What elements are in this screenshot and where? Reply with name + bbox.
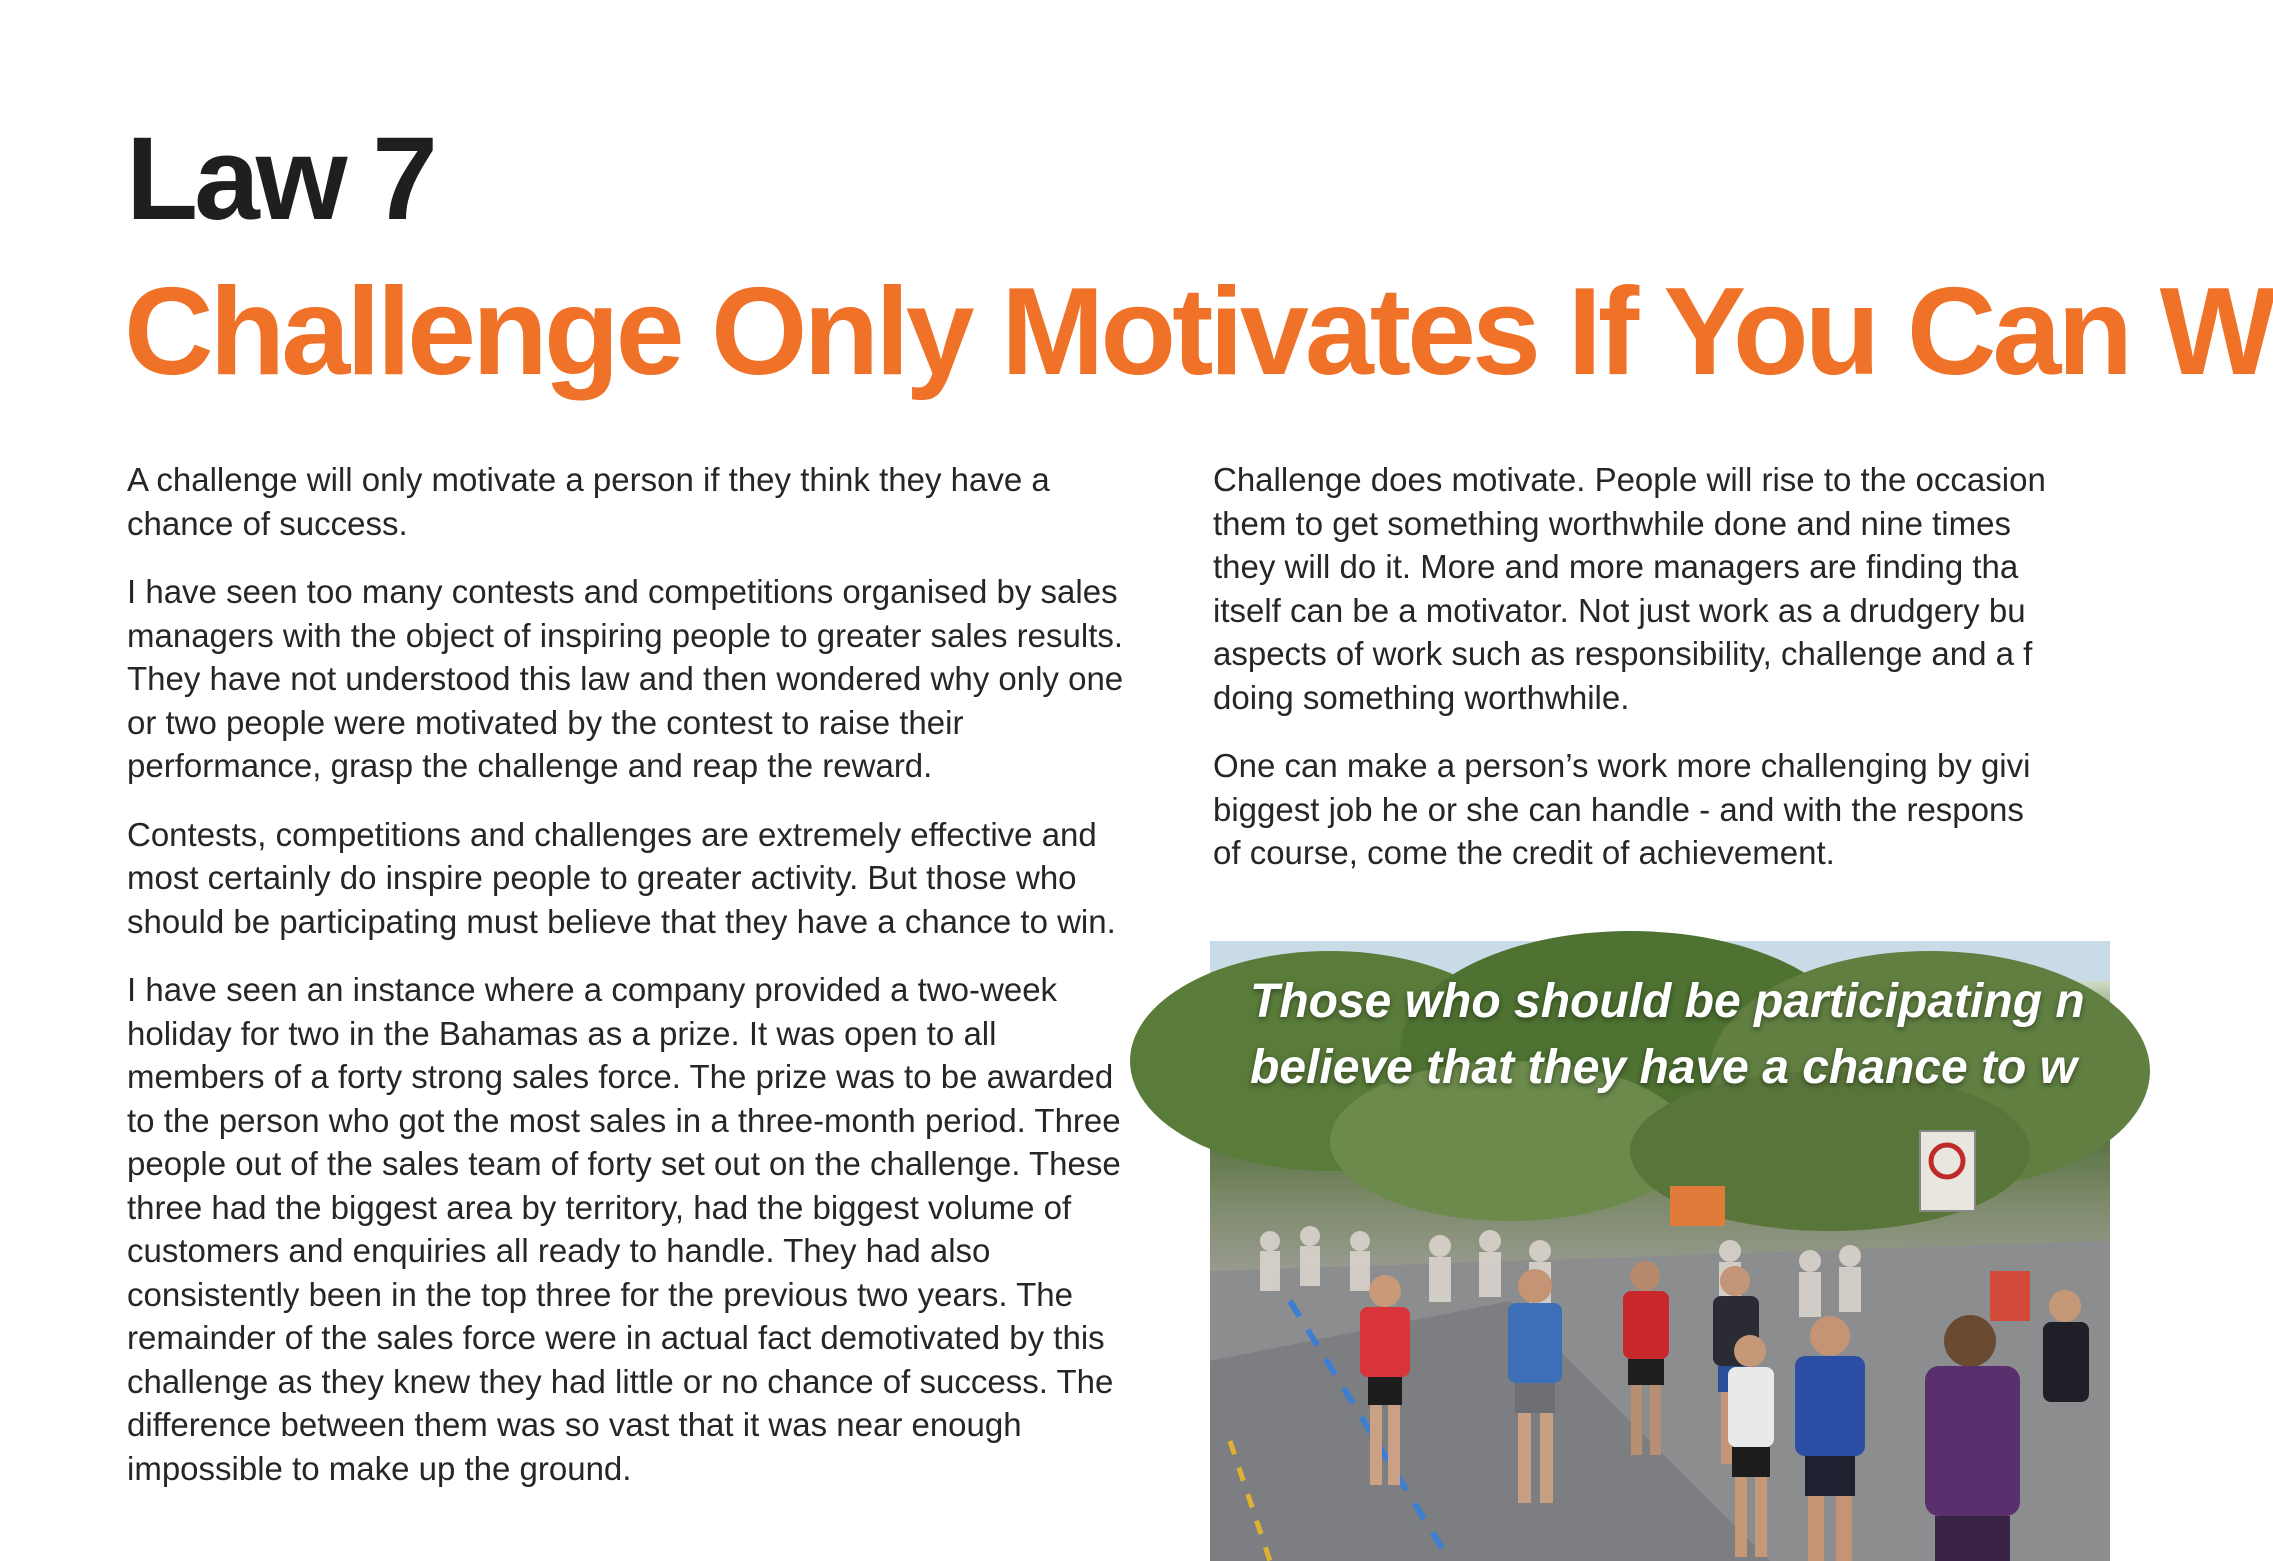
text-line: managers with the object of inspiring people to greater sales results.: [127, 616, 1124, 654]
paragraph: [1213, 458, 2113, 719]
pull-quote: [1250, 969, 2085, 1101]
text-line: customers and enquiries all ready to handle. They had also: [127, 1232, 991, 1269]
text-line: people out of the sales team of forty set out on the challenge. These: [127, 1145, 1121, 1182]
text-line: I have seen an instance where a company provided a two-week: [127, 971, 1058, 1008]
page-title: Challenge Only Motivates If You Can W: [124, 263, 2273, 401]
text-line: Contests, competitions and challenges are extremely effective and: [127, 815, 1097, 853]
quote-line: Those who should be participating n: [1250, 975, 2085, 1028]
text-line: itself can be a motivator. Not just work as a drudgery bu: [1213, 591, 2026, 629]
text-line: A challenge will only motivate a person if they think they have a: [127, 461, 1050, 498]
text-line: remainder of the sales force were in actual fact demotivated by this: [127, 1319, 1105, 1356]
text-line: One can make a person’s work more challenging by givi: [1213, 747, 2031, 784]
text-line: three had the biggest area by territory, had the biggest volume of: [127, 1188, 1072, 1226]
text-line: I have seen too many contests and competitions organised by sales: [127, 573, 1118, 610]
text-line: consistently been in the top three for the previous two years. The: [127, 1275, 1073, 1313]
text-line: difference between them was so vast that it was near enough: [127, 1406, 1022, 1443]
text-line: biggest job he or she can handle - and with the respons: [1213, 790, 2024, 828]
paragraph: [1213, 744, 2113, 875]
marathon-runners-photo: [1210, 941, 2110, 1561]
paragraph: [127, 458, 1187, 545]
text-line: or two people were motivated by the contest to raise their: [127, 703, 964, 741]
text-line: most certainly do inspire people to greater activity. But those who: [127, 859, 1077, 896]
law-number-heading: Law 7: [126, 113, 434, 245]
paragraph: [127, 570, 1187, 788]
right-text-column: [1213, 458, 2113, 900]
text-line: they will do it. More and more managers are finding tha: [1213, 548, 2019, 585]
quote-line: believe that they have a chance to w: [1250, 1041, 2077, 1094]
text-line: should be participating must believe that they have a chance to win.: [127, 902, 1116, 940]
text-line: challenge as they knew they had little or no chance of success. The: [127, 1362, 1114, 1400]
banner: [1670, 1186, 1725, 1226]
text-line: doing something worthwhile.: [1213, 678, 1630, 716]
text-line: of course, come the credit of achievement.: [1213, 834, 1835, 871]
text-line: They have not understood this law and then wondered why only one: [127, 660, 1124, 697]
text-line: aspects of work such as responsibility, challenge and a f: [1213, 635, 2033, 672]
text-line: members of a forty strong sales force. The prize was to be awarded: [127, 1058, 1114, 1095]
paragraph: [127, 813, 1187, 944]
text-line: chance of success.: [127, 504, 408, 542]
text-line: them to get something worthwhile done and nine times: [1213, 504, 2011, 542]
text-line: to the person who got the most sales in a three-month period. Three: [127, 1101, 1121, 1139]
text-line: holiday for two in the Bahamas as a prize. It was open to all: [127, 1014, 997, 1052]
left-text-column: [127, 458, 1187, 1515]
text-line: Challenge does motivate. People will rise to the occasion: [1213, 461, 2046, 498]
text-line: performance, grasp the challenge and reap the reward.: [127, 747, 933, 784]
text-line: impossible to make up the ground.: [127, 1449, 632, 1487]
banner: [1990, 1271, 2030, 1321]
paragraph: [127, 968, 1187, 1490]
